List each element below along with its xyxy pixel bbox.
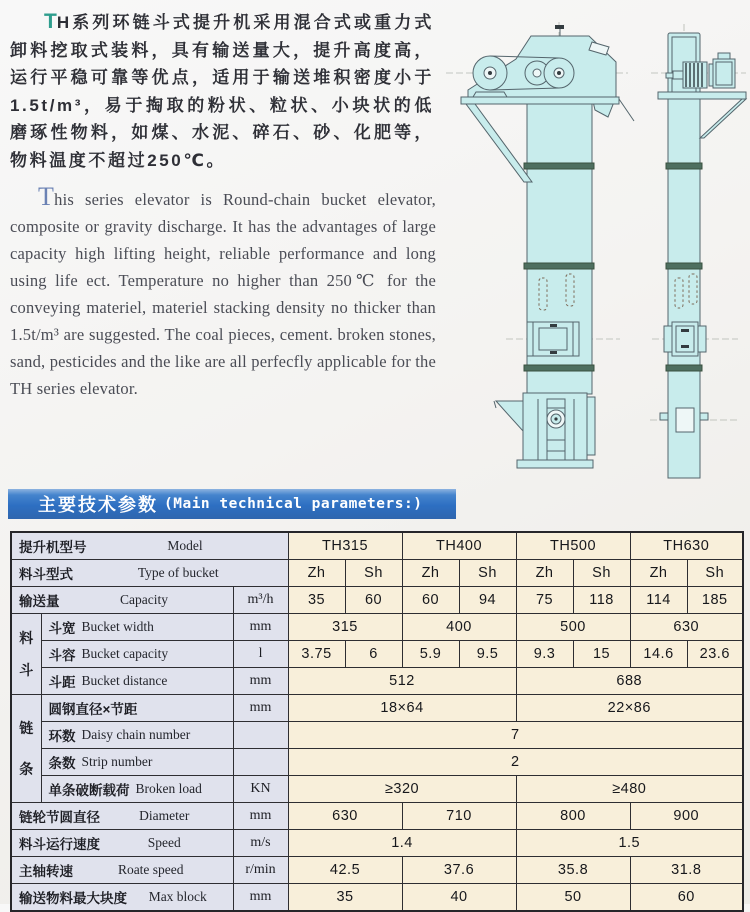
spec-value-cell: 6 — [345, 641, 402, 668]
spec-value-cell: 60 — [630, 884, 743, 912]
spec-value-cell: TH500 — [516, 532, 630, 560]
spec-value-cell: 2 — [288, 749, 743, 776]
spec-value-cell: 630 — [630, 614, 743, 641]
table-row — [11, 695, 743, 722]
spec-value-cell: 18×64 — [288, 695, 516, 722]
spec-group-label: 料 斗 — [11, 614, 41, 695]
elevator-drawings — [438, 16, 748, 482]
spec-value-cell: 688 — [516, 668, 743, 695]
spec-value-cell: 114 — [630, 587, 687, 614]
spec-value-cell: Sh — [687, 560, 743, 587]
spec-value-cell: Zh — [630, 560, 687, 587]
table-row — [11, 749, 743, 776]
spec-unit-cell: mm — [233, 884, 288, 912]
spec-unit-cell: mm — [233, 614, 288, 641]
spec-unit-cell: m/s — [233, 830, 288, 857]
elevator-side-view-drawing — [650, 24, 746, 478]
spec-unit-cell: KN — [233, 776, 288, 803]
spec-value-cell: TH630 — [630, 532, 743, 560]
intro-paragraph-cn — [10, 8, 434, 174]
spec-unit-cell — [233, 749, 288, 776]
spec-value-cell: 14.6 — [630, 641, 687, 668]
intro-en-initial: T — [38, 182, 55, 211]
spec-unit-cell: r/min — [233, 857, 288, 884]
table-row — [11, 560, 743, 587]
spec-unit-cell — [233, 722, 288, 749]
spec-value-cell: ≥480 — [516, 776, 743, 803]
table-row — [11, 776, 743, 803]
spec-row-label: 主轴转速 Roate speed — [11, 857, 233, 884]
spec-unit-cell: l — [233, 641, 288, 668]
spec-value-cell: Sh — [459, 560, 516, 587]
spec-value-cell: Zh — [402, 560, 459, 587]
spec-value-cell: 75 — [516, 587, 573, 614]
spec-value-cell: 118 — [573, 587, 630, 614]
spec-value-cell: 94 — [459, 587, 516, 614]
table-row — [11, 614, 743, 641]
spec-value-cell: 315 — [288, 614, 402, 641]
spec-group-label: 链 条 — [11, 695, 41, 803]
spec-value-cell: 1.4 — [288, 830, 516, 857]
spec-unit-cell: mm — [233, 668, 288, 695]
table-row — [11, 884, 743, 912]
spec-value-cell: 22×86 — [516, 695, 743, 722]
spec-table — [10, 531, 744, 912]
table-row — [11, 830, 743, 857]
spec-value-cell: 60 — [402, 587, 459, 614]
spec-value-cell: 60 — [345, 587, 402, 614]
intro-en-text: his series elevator is Round-chain bucket elevator, composite or gravity discharge. It has the advantages of large capacity high lifting height, reliable performance and long using life ect. Temperature no higher than 250℃ for the conveying materiel, materiel stacking density no thicker than 1.5t/m³ are suggested. The coal pieces, cement. broken stones, sand, pesticides and the like are all perfecfly applicable for the TH series elevator. — [10, 190, 436, 398]
spec-row-label: 环数 Daisy chain number — [41, 722, 233, 749]
spec-value-cell: 400 — [402, 614, 516, 641]
spec-value-cell: 512 — [288, 668, 516, 695]
table-row — [11, 857, 743, 884]
spec-value-cell: 37.6 — [402, 857, 516, 884]
spec-value-cell: 900 — [630, 803, 743, 830]
intro-cn-initial: T — [44, 10, 57, 33]
spec-row-label: 条数 Strip number — [41, 749, 233, 776]
table-row — [11, 668, 743, 695]
spec-value-cell: Sh — [573, 560, 630, 587]
table-row — [11, 722, 743, 749]
spec-row-label: 料斗型式 Type of bucket — [11, 560, 288, 587]
spec-value-cell: 15 — [573, 641, 630, 668]
elevator-front-view-drawing — [446, 22, 634, 468]
spec-row-label: 单条破断载荷 Broken load — [41, 776, 233, 803]
banner-title-cn: 主要技术参数 — [38, 495, 158, 515]
table-row — [11, 641, 743, 668]
spec-row-label: 输送物料最大块度 Max block — [11, 884, 233, 912]
spec-row-label: 斗宽 Bucket width — [41, 614, 233, 641]
intro-cn-text: H系列环链斗式提升机采用混合式或重力式卸料挖取式装料，具有输送量大，提升高度高，运行平稳可靠等优点，适用于输送堆积密度小于1.5t/m³，易于掏取的粉状、粒状、小块状的低磨琢性物料，如煤、水泥、碎石、砂、化肥等，物料温度不超过250℃。 — [10, 13, 434, 170]
section-banner — [8, 489, 456, 519]
spec-value-cell: 185 — [687, 587, 743, 614]
spec-value-cell: 7 — [288, 722, 743, 749]
spec-value-cell: 35.8 — [516, 857, 630, 884]
spec-value-cell: 1.5 — [516, 830, 743, 857]
intro-paragraph-en — [10, 182, 436, 402]
spec-value-cell: TH400 — [402, 532, 516, 560]
spec-unit-cell: mm — [233, 803, 288, 830]
spec-row-label: 斗距 Bucket distance — [41, 668, 233, 695]
spec-row-label: 链轮节圆直径 Diameter — [11, 803, 233, 830]
spec-value-cell: Zh — [288, 560, 345, 587]
spec-row-label: 料斗运行速度 Speed — [11, 830, 233, 857]
spec-row-label: 提升机型号 Model — [11, 532, 288, 560]
table-row — [11, 532, 743, 560]
spec-value-cell: 50 — [516, 884, 630, 912]
spec-value-cell: 35 — [288, 587, 345, 614]
spec-value-cell: 35 — [288, 884, 402, 912]
spec-unit-cell: m³/h — [233, 587, 288, 614]
spec-value-cell: 31.8 — [630, 857, 743, 884]
table-row — [11, 803, 743, 830]
spec-value-cell: 40 — [402, 884, 516, 912]
spec-value-cell: Zh — [516, 560, 573, 587]
spec-value-cell: ≥320 — [288, 776, 516, 803]
spec-unit-cell: mm — [233, 695, 288, 722]
banner-title-en: (Main technical parameters:) — [164, 496, 423, 512]
spec-value-cell: 42.5 — [288, 857, 402, 884]
spec-value-cell: 710 — [402, 803, 516, 830]
spec-row-label: 圆钢直径×节距 — [41, 695, 233, 722]
spec-value-cell: 23.6 — [687, 641, 743, 668]
spec-value-cell: TH315 — [288, 532, 402, 560]
spec-value-cell: 800 — [516, 803, 630, 830]
spec-value-cell: 5.9 — [402, 641, 459, 668]
spec-value-cell: Sh — [345, 560, 402, 587]
spec-value-cell: 3.75 — [288, 641, 345, 668]
spec-row-label: 输送量 Capacity — [11, 587, 233, 614]
table-row — [11, 587, 743, 614]
spec-row-label: 斗容 Bucket capacity — [41, 641, 233, 668]
spec-value-cell: 9.3 — [516, 641, 573, 668]
spec-value-cell: 630 — [288, 803, 402, 830]
spec-value-cell: 500 — [516, 614, 630, 641]
spec-value-cell: 9.5 — [459, 641, 516, 668]
